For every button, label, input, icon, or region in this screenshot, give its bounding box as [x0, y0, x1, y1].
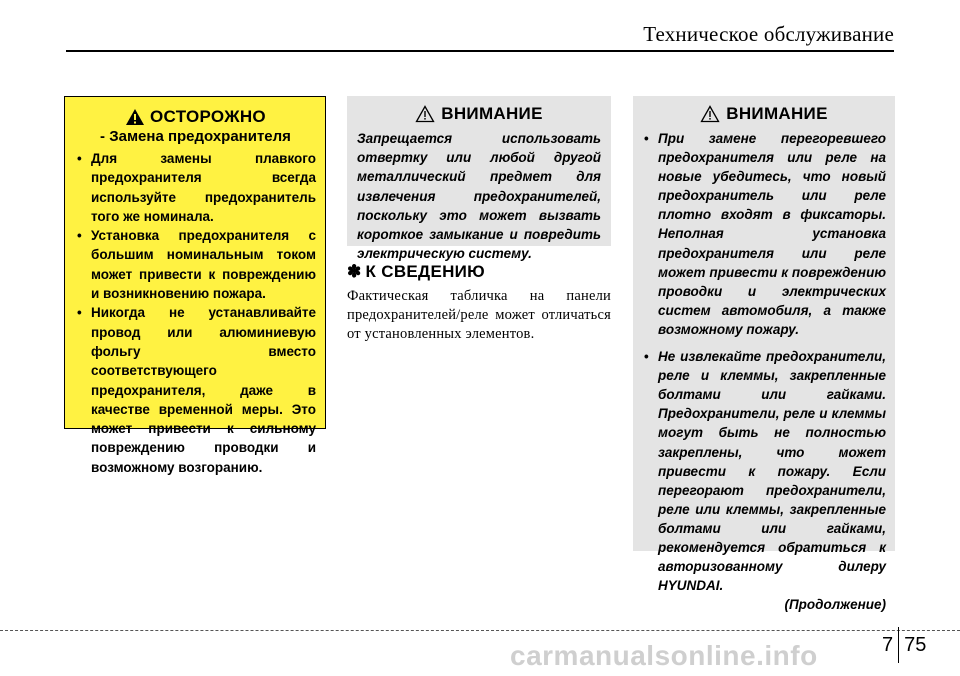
list-item: • Для замены плавкого предохранителя всегда используйте предохранитель того же номинала.	[75, 149, 316, 226]
watermark: carmanualsonline.info	[510, 640, 818, 671]
list-item: • Никогда не устанавливайте провод или алюминиевую фольгу вместо соответствующего предохранителя, даже в качестве временной меры. Это может привести к сильному повреждению проводки и возможному возгоранию.	[75, 303, 316, 477]
list-item: • При замене перегоревшего предохранителя или реле на новые убедитесь, что новый предохранитель или реле плотно входят в фиксаторы. Неполная установка предохранителя или реле может привести к повреждению проводки и электрических систем автомобиля, а также возможному пожару.	[642, 129, 886, 339]
list-item: • Установка предохранителя с большим номинальным током может привести к повреждению и возникновению пожара.	[75, 226, 316, 303]
caution-box	[64, 96, 326, 475]
warning-text: Запрещается использовать отвертку или любой другой металлический предмет для извлечения предохранителей, поскольку это может вызвать короткое замыкание и повредить электрическую систему.	[357, 131, 601, 262]
caution-title-row	[75, 107, 316, 127]
caution-title: ОСТОРОЖНО	[150, 107, 266, 126]
footer-divider	[0, 630, 960, 631]
note-section	[347, 262, 611, 344]
note-title	[347, 262, 611, 282]
warning-title: ВНИМАНИЕ	[441, 104, 543, 123]
warning-box-right	[633, 96, 895, 613]
header-divider	[66, 50, 894, 52]
note-title-text: К СВЕДЕНИЮ	[365, 262, 486, 281]
caution-list	[75, 149, 316, 477]
continued-label: (Продолжение)	[784, 597, 886, 613]
page-number	[882, 627, 926, 663]
page-number-divider	[898, 627, 899, 663]
list-item: • Не извлекайте предохранители, реле и клеммы, закрепленные болтами или гайками. Предохранители, реле и клеммы могут быть не полностью закреплены, что может привести к пожару. Если перегорают предохранители, реле или клеммы, закрепленные болтами или гайками, рекомендуется обратиться к авторизованному дилеру HYUNDAI.	[642, 347, 886, 595]
warning-triangle-outline-icon	[700, 105, 720, 123]
warning-triangle-icon	[125, 108, 145, 126]
warning-title: ВНИМАНИЕ	[726, 104, 828, 123]
caution-subtitle: - Замена предохранителя	[100, 128, 291, 145]
page-header-title: Техническое обслуживание	[643, 22, 894, 46]
page-number-value: 75	[904, 633, 927, 656]
warning-title-row	[642, 104, 886, 124]
asterisk-icon: ✽	[347, 262, 362, 281]
warning-box-middle	[347, 96, 611, 262]
warning-title-row	[357, 104, 601, 124]
warning-triangle-outline-icon	[415, 105, 435, 123]
note-text: Фактическая табличка на панели предохранителей/реле может отличаться от установленных элементов.	[347, 288, 611, 342]
chapter-number: 7	[882, 633, 894, 656]
warning-list	[642, 129, 886, 595]
